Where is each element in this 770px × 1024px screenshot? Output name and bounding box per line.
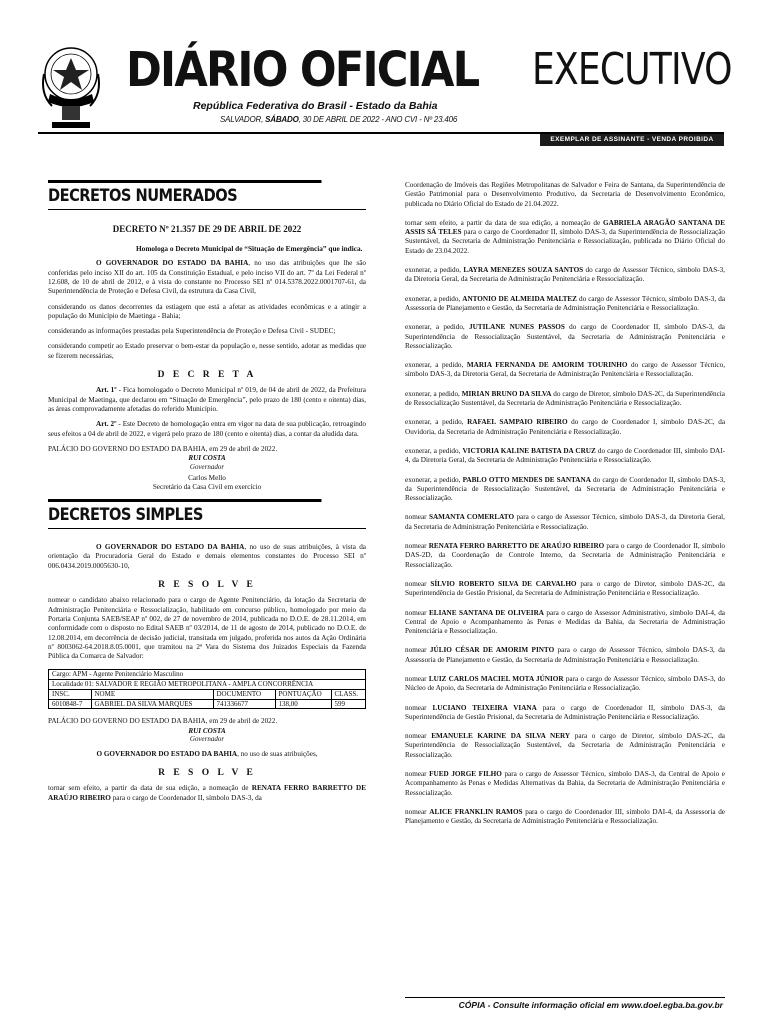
act-paragraph bbox=[405, 732, 725, 760]
paragraph bbox=[48, 543, 366, 571]
act-text: do cargo de Coordenador I, símbolo DAS-2C, da Ouvidoria, da Secretaria de Administração Penitenciária e Ressocialização. bbox=[405, 418, 726, 436]
act-paragraph bbox=[405, 646, 725, 665]
act-paragraph bbox=[405, 609, 725, 637]
person-name: ANTONIO DE ALMEIDA MALTEZ bbox=[462, 294, 577, 303]
act-text: nomear bbox=[405, 608, 429, 617]
paragraph-text: , no uso de suas atribuições, à vista da orientação da Procuradoria Geral do Estado e demais elementos constantes do Processo SEI nº 006.0434.2019.0005630-10, bbox=[48, 543, 367, 570]
person-name: VICTORIA KALINE BATISTA DA CRUZ bbox=[462, 446, 596, 455]
act-text: nomear bbox=[405, 703, 433, 712]
act-text: do cargo de Assessor Técnico, símbolo DAS-3, da Diretoria Geral, da Secretaria de Administração Penitenciária e Ressocialização. bbox=[405, 266, 725, 284]
table-cell: GABRIEL DA SILVA MARQUES bbox=[91, 699, 213, 708]
act-text: do cargo de Coordenador II, símbolo DAS-3, da Superintendência de Ressocialização Sustentável, da Secretaria de Administração Penitenciária e Ressocialização. bbox=[405, 475, 725, 503]
table-cell: 741336677 bbox=[213, 699, 275, 708]
act-text: exonerar, a pedido, bbox=[405, 475, 463, 484]
act-text: exonerar, a pedido, bbox=[405, 294, 463, 303]
person-name: JUTILANE NUNES PASSOS bbox=[469, 323, 565, 332]
cargo-line: Cargo: APM - Agente Penitenciário Masculino bbox=[49, 670, 365, 680]
act-text: nomear bbox=[405, 579, 431, 588]
act-text: para o cargo de Assessor Técnico, símbolo DAS-3, do Núcleo de Apoio, da Secretaria de Administração Penitenciária e Ressocialização. bbox=[405, 674, 726, 693]
candidate-table bbox=[48, 669, 366, 709]
column-header: CLASS. bbox=[331, 690, 365, 699]
person-name: GABRIELA ARAGÃO SANTANA DE ASSIS SÁ TELES bbox=[405, 218, 725, 237]
column-header: DOCUMENTO bbox=[213, 690, 275, 699]
masthead-date bbox=[220, 115, 457, 124]
act-text: do cargo de Coordenador II, símbolo DAS-3, da Superintendência de Ressocialização Sustentável, da Secretaria de Administração Penitenciária e Ressocialização. bbox=[405, 323, 726, 350]
act-paragraph bbox=[405, 181, 725, 209]
act-text: para o cargo de Coordenador II, símbolo DAS-3, da Superintendência de Ressocialização Sustentável, da Secretaria de Administração Penitenciária e Ressocialização, publicada no Diário Oficial do Estado de 23.04.2022. bbox=[405, 228, 725, 255]
act-text: do cargo de Diretor, símbolo DAS-2C, da Superintendência de Ressocialização Sustentável, da Secretaria de Administração Penitenciária e Ressocialização. bbox=[405, 389, 725, 408]
person-name: RENATA FERRO BARRETTO DE ARAÚJO RIBEIRO bbox=[428, 542, 605, 551]
date-prefix: SALVADOR, bbox=[220, 115, 266, 124]
person-name: LUIZ CARLOS MACIEL MOTA JÚNIOR bbox=[428, 674, 564, 683]
person-name: MARIA FERNANDA DE AMORIM TOURINHO bbox=[466, 361, 628, 370]
act-text: nomear bbox=[405, 807, 430, 816]
table-cell: 599 bbox=[334, 699, 345, 708]
person-name: FUED JORGE FILHO bbox=[429, 770, 502, 779]
act-text: para o cargo de Coordenador II, símbolo DAS-3, da Superintendência de Gestão Prisional, da Secretaria de Administração Penitenciária e Ressocialização. bbox=[405, 703, 726, 721]
act-text: exonerar, a pedido, bbox=[405, 266, 464, 275]
person-name: ALICE FRANKLIN RAMOS bbox=[429, 807, 523, 816]
act-text: nomear bbox=[405, 770, 430, 779]
act-text: do cargo de Assessor Técnico, símbolo DAS-3, da Assessoria de Planejamento e Gestão, da Secretaria de Administração Penitenciária e Ressocialização. bbox=[405, 294, 726, 312]
act-paragraph bbox=[405, 219, 725, 256]
act-text: nomear bbox=[405, 542, 429, 551]
paragraph bbox=[48, 750, 366, 759]
table-row bbox=[49, 699, 365, 708]
title-bold: DIÁRIO OFICIAL bbox=[126, 42, 479, 98]
paragraph-text: para o cargo de Coordenador II, símbolo DAS-3, da bbox=[110, 793, 262, 802]
act-text: nomear bbox=[405, 674, 429, 683]
person-name: LAYRA MENEZES SOUZA SANTOS bbox=[463, 266, 584, 275]
signer-name: RUI COSTA bbox=[188, 454, 226, 463]
act-text: para o cargo de Diretor, símbolo DAS-2C, da Superintendência de Gestão Prisional, da Secretaria de Administração Penitenciária e Ressocialização. bbox=[405, 579, 725, 598]
act-text: do cargo de Assessor Técnico, símbolo DAS-3, da Diretoria Geral, da Secretaria de Administração Penitenciária e Ressocialização. bbox=[405, 361, 725, 379]
signer-role: Governador bbox=[189, 462, 225, 471]
act-text: para o cargo de Coordenador II, símbolo DAS-2D, da Coordenação de Controle Interno, da Secretaria de Administração Penitenciária e Ressocialização. bbox=[405, 542, 725, 569]
act-paragraph bbox=[405, 476, 725, 504]
section-decretos-simples: DECRETOS SIMPLES bbox=[48, 499, 321, 526]
paragraph bbox=[48, 259, 366, 296]
column-header: INSC. bbox=[49, 690, 91, 699]
paragraph bbox=[48, 784, 366, 803]
act-paragraph bbox=[405, 390, 725, 409]
governor-label: O GOVERNADOR DO ESTADO DA BAHIA bbox=[96, 749, 238, 758]
act-text: do cargo de Coordenador III, símbolo DAI-4, da Diretoria Geral, da Secretaria de Administração Penitenciária e Ressocialização. bbox=[405, 446, 726, 465]
act-paragraph bbox=[405, 580, 725, 599]
table-cell: 6010848-7 bbox=[49, 699, 91, 708]
signer-role: Secretário da Casa Civil em exercício bbox=[152, 482, 262, 491]
resolve-heading: R E S O L V E bbox=[158, 580, 256, 591]
subscriber-tag: EXEMPLAR DE ASSINANTE - VENDA PROIBIDA bbox=[540, 134, 724, 146]
person-name: ELIANE SANTANA DE OLIVEIRA bbox=[428, 608, 544, 617]
column-header: NOME bbox=[91, 690, 213, 699]
act-paragraph bbox=[405, 361, 725, 380]
act-text: exonerar, a pedido, bbox=[405, 361, 467, 370]
act-paragraph bbox=[405, 808, 725, 827]
signer-name: RUI COSTA bbox=[188, 726, 226, 735]
person-name: RENATA FERRO BARRETTO DE ARAÚJO RIBEIRO bbox=[48, 784, 366, 802]
act-text: para o cargo de Coordenador III, símbolo DAI-4, da Assessoria de Planejamento e Gestão, da Secretaria de Administração Penitenciária e Ressocialização. bbox=[405, 807, 725, 826]
title-light: EXECUTIVO bbox=[532, 44, 732, 95]
localidade-line: Localidade 01: SALVADOR E REGIÃO METROPOLITANA - AMPLA CONCORRÊNCIA bbox=[49, 680, 365, 690]
paragraph: nomear o candidato abaixo relacionado para o cargo de Agente Penitenciário, da lotação da Secretaria de Administração Penitenciária e Ressocialização, habilitado em concurso público, homologado por meio da Portaria Conjunta SAEB/SEAP nº 002, de 27 de novembro de 2014, publicada no D.O.E. de 28.11.2014, em conformidade com o disposto no Edital SAEB nº 03/2014, de 11 de agosto de 2014, publicado no D.O.E. de 12.08.2014, em decorrência de decisão judicial, transitada em julgado, proferida nos autos da Ação Ordinária nº 8003062-64.2018.8.05.0001, que tramitou na 2ª Vara do Sistema dos Juizados Especiais da Fazenda Pública da Comarca de Salvador: bbox=[48, 596, 366, 661]
table-header-row bbox=[49, 690, 365, 699]
paragraph-text: , no uso de suas atribuições, bbox=[237, 749, 318, 758]
paragraph: considerando as informações prestadas pela Superintendência de Proteção e Defesa Civil - SUDEC; bbox=[48, 327, 336, 336]
article-label: Art. 1º bbox=[96, 386, 117, 395]
act-paragraph bbox=[405, 542, 725, 570]
palacio-line: PALÁCIO DO GOVERNO DO ESTADO DA BAHIA, em 29 de abril de 2022. bbox=[48, 444, 278, 453]
act-text: Coordenação de Imóveis das Regiões Metropolitanas de Salvador e Feira de Santana, da Superintendência de Gestão Patrimonial para o Desenvolvimento Produtivo, da Secretaria de Desenvolvimento Econômico, publicada no Diário Oficial do Estado de 21.04.2022. bbox=[405, 181, 725, 208]
act-paragraph bbox=[405, 447, 725, 466]
footer-rule bbox=[405, 997, 725, 998]
act-text: para o cargo de Assessor Técnico, símbolo DAS-3, da Diretoria Geral, da Secretaria de Administração Penitenciária e Ressocialização. bbox=[405, 513, 725, 531]
act-text: nomear bbox=[405, 513, 429, 522]
copy-notice: CÓPIA - Consulte informação oficial em www.doel.egba.ba.gov.br bbox=[458, 1000, 723, 1010]
person-name: LUCIANO TEIXEIRA VIANA bbox=[432, 703, 537, 712]
date-weekday: SÁBADO bbox=[265, 115, 299, 124]
section-rule bbox=[48, 209, 366, 210]
act-paragraph bbox=[405, 418, 725, 437]
person-name: EMANUELE KARINE DA SILVA NERY bbox=[431, 732, 571, 741]
decree-summary: Homologa o Decreto Municipal de “Situação de Emergência” que indica. bbox=[136, 244, 363, 253]
person-name: SÍLVIO ROBERTO SILVA DE CARVALHO bbox=[430, 579, 577, 588]
left-column bbox=[48, 180, 366, 803]
article-label: Art. 2º bbox=[96, 420, 117, 429]
palacio-line: PALÁCIO DO GOVERNO DO ESTADO DA BAHIA, em 29 de abril de 2022. bbox=[48, 717, 278, 726]
masthead-title bbox=[126, 42, 736, 98]
act-text: exonerar, a pedido, bbox=[405, 323, 469, 332]
act-text: tornar sem efeito, a partir da data de sua edição, a nomeação de bbox=[405, 218, 604, 227]
right-column bbox=[405, 181, 725, 837]
paragraph: considerando competir ao Estado preservar o bem-estar da população e, nesse sentido, adotar as medidas que se fizerem necessárias, bbox=[48, 342, 366, 360]
act-text: para o cargo de Assessor Técnico, símbolo DAS-3, da Central de Apoio e Acompanhamento às Penas e Medidas Alternativas da Bahia, da Secretaria de Administração Penitenciária e Ressocialização. bbox=[405, 770, 725, 797]
person-name: SAMANTA COMERLATO bbox=[428, 513, 515, 522]
section-rule bbox=[48, 528, 366, 529]
table-cell: 138,00 bbox=[275, 699, 331, 708]
article-text: - Este Decreto de homologação entra em vigor na data de sua publicação, retroagindo seus efeitos a 04 de abril de 2022, e vigerá pelo prazo de 180 (cento e oitenta) dias, a contar da aludida data. bbox=[48, 420, 366, 438]
act-text: nomear bbox=[405, 732, 432, 741]
decree-title: DECRETO Nº 21.357 DE 29 DE ABRIL DE 2022 bbox=[112, 224, 302, 234]
article-2 bbox=[48, 420, 366, 439]
masthead-subtitle: República Federativa do Brasil - Estado da Bahia bbox=[193, 100, 438, 112]
article-1 bbox=[48, 386, 366, 414]
column-header: PONTUAÇÃO bbox=[275, 690, 331, 699]
act-text: para o cargo de Assessor Técnico, símbolo DAS-3, da Assessoria de Planejamento e Gestão, da Secretaria de Administração Penitenciária e Ressocialização. bbox=[405, 646, 725, 664]
signer-name: Carlos Mello bbox=[188, 474, 226, 483]
person-name: RAFAEL SAMPAIO RIBEIRO bbox=[467, 418, 568, 427]
act-text: para o cargo de Assessor Administrativo, símbolo DAI-4, da Central de Apoio e Acompanhamento às Penas e Medidas da Bahia, da Secretaria de Administração Penitenciária e Ressocialização. bbox=[405, 608, 725, 636]
section-decretos-numerados: DECRETOS NUMERADOS bbox=[48, 180, 321, 207]
governor-label: O GOVERNADOR DO ESTADO DA BAHIA bbox=[96, 543, 245, 552]
governor-label: O GOVERNADOR DO ESTADO DA BAHIA bbox=[96, 259, 249, 268]
paragraph: considerando os danos decorrentes da estiagem que está a afetar as atividades econômicas e a atingir a população do Município de Maetinga - Bahia; bbox=[48, 302, 366, 320]
act-paragraph bbox=[405, 513, 725, 532]
article-text: - Fica homologado o Decreto Municipal nº 019, de 04 de abril de 2022, da Prefeitura Municipal de Maetinga, que declarou em “Situação de Emergência”, pelo prazo de 180 (cento e oitenta) dias, as áreas comprovadamente afetadas do referido Município. bbox=[48, 386, 366, 413]
act-text: exonerar, a pedido, bbox=[405, 389, 462, 398]
act-text: exonerar, a pedido, bbox=[405, 446, 463, 455]
act-paragraph bbox=[405, 704, 725, 723]
act-paragraph bbox=[405, 770, 725, 798]
act-paragraph bbox=[405, 323, 725, 351]
paragraph-text: tornar sem efeito, a partir da data de sua edição, a nomeação de bbox=[48, 784, 252, 793]
act-paragraph bbox=[405, 675, 725, 694]
person-name: JÚLIO CÉSAR DE AMORIM PINTO bbox=[429, 646, 555, 655]
state-coat-of-arms-icon bbox=[38, 44, 104, 130]
candidate-grid bbox=[49, 690, 365, 708]
person-name: MIRIAN BRUNO DA SILVA bbox=[461, 389, 552, 398]
act-paragraph bbox=[405, 295, 725, 314]
resolve-heading: R E S O L V E bbox=[158, 768, 256, 779]
act-text: nomear bbox=[405, 646, 430, 655]
date-suffix: , 30 DE ABRIL DE 2022 - ANO CVI - Nº 23.406 bbox=[298, 115, 458, 124]
person-name: PABLO OTTO MENDES DE SANTANA bbox=[462, 475, 591, 484]
decreta-heading: D E C R E T A bbox=[157, 370, 257, 381]
signer-role: Governador bbox=[189, 735, 225, 744]
act-text: exonerar, a pedido, bbox=[405, 418, 468, 427]
act-paragraph bbox=[405, 266, 725, 285]
paragraph-text: , no uso das atribuições que lhe são conferidas pelo inciso XII do art. 105 da Constituição Estadual, e pelo inciso VII do art. 7º da Lei Federal nº 12.608, de 10 de abril de 2012, e à vista do constante no Processo SEI nº 014.5378.2022.0001707-61, da Superintendência de Proteção e Defesa Civil, da estrutura da Casa Civil, bbox=[48, 259, 367, 296]
act-text: para o cargo de Diretor, símbolo DAS-2C, da Superintendência de Ressocialização Sustentável, da Secretaria de Administração Penitenciária e Ressocialização. bbox=[405, 732, 725, 759]
